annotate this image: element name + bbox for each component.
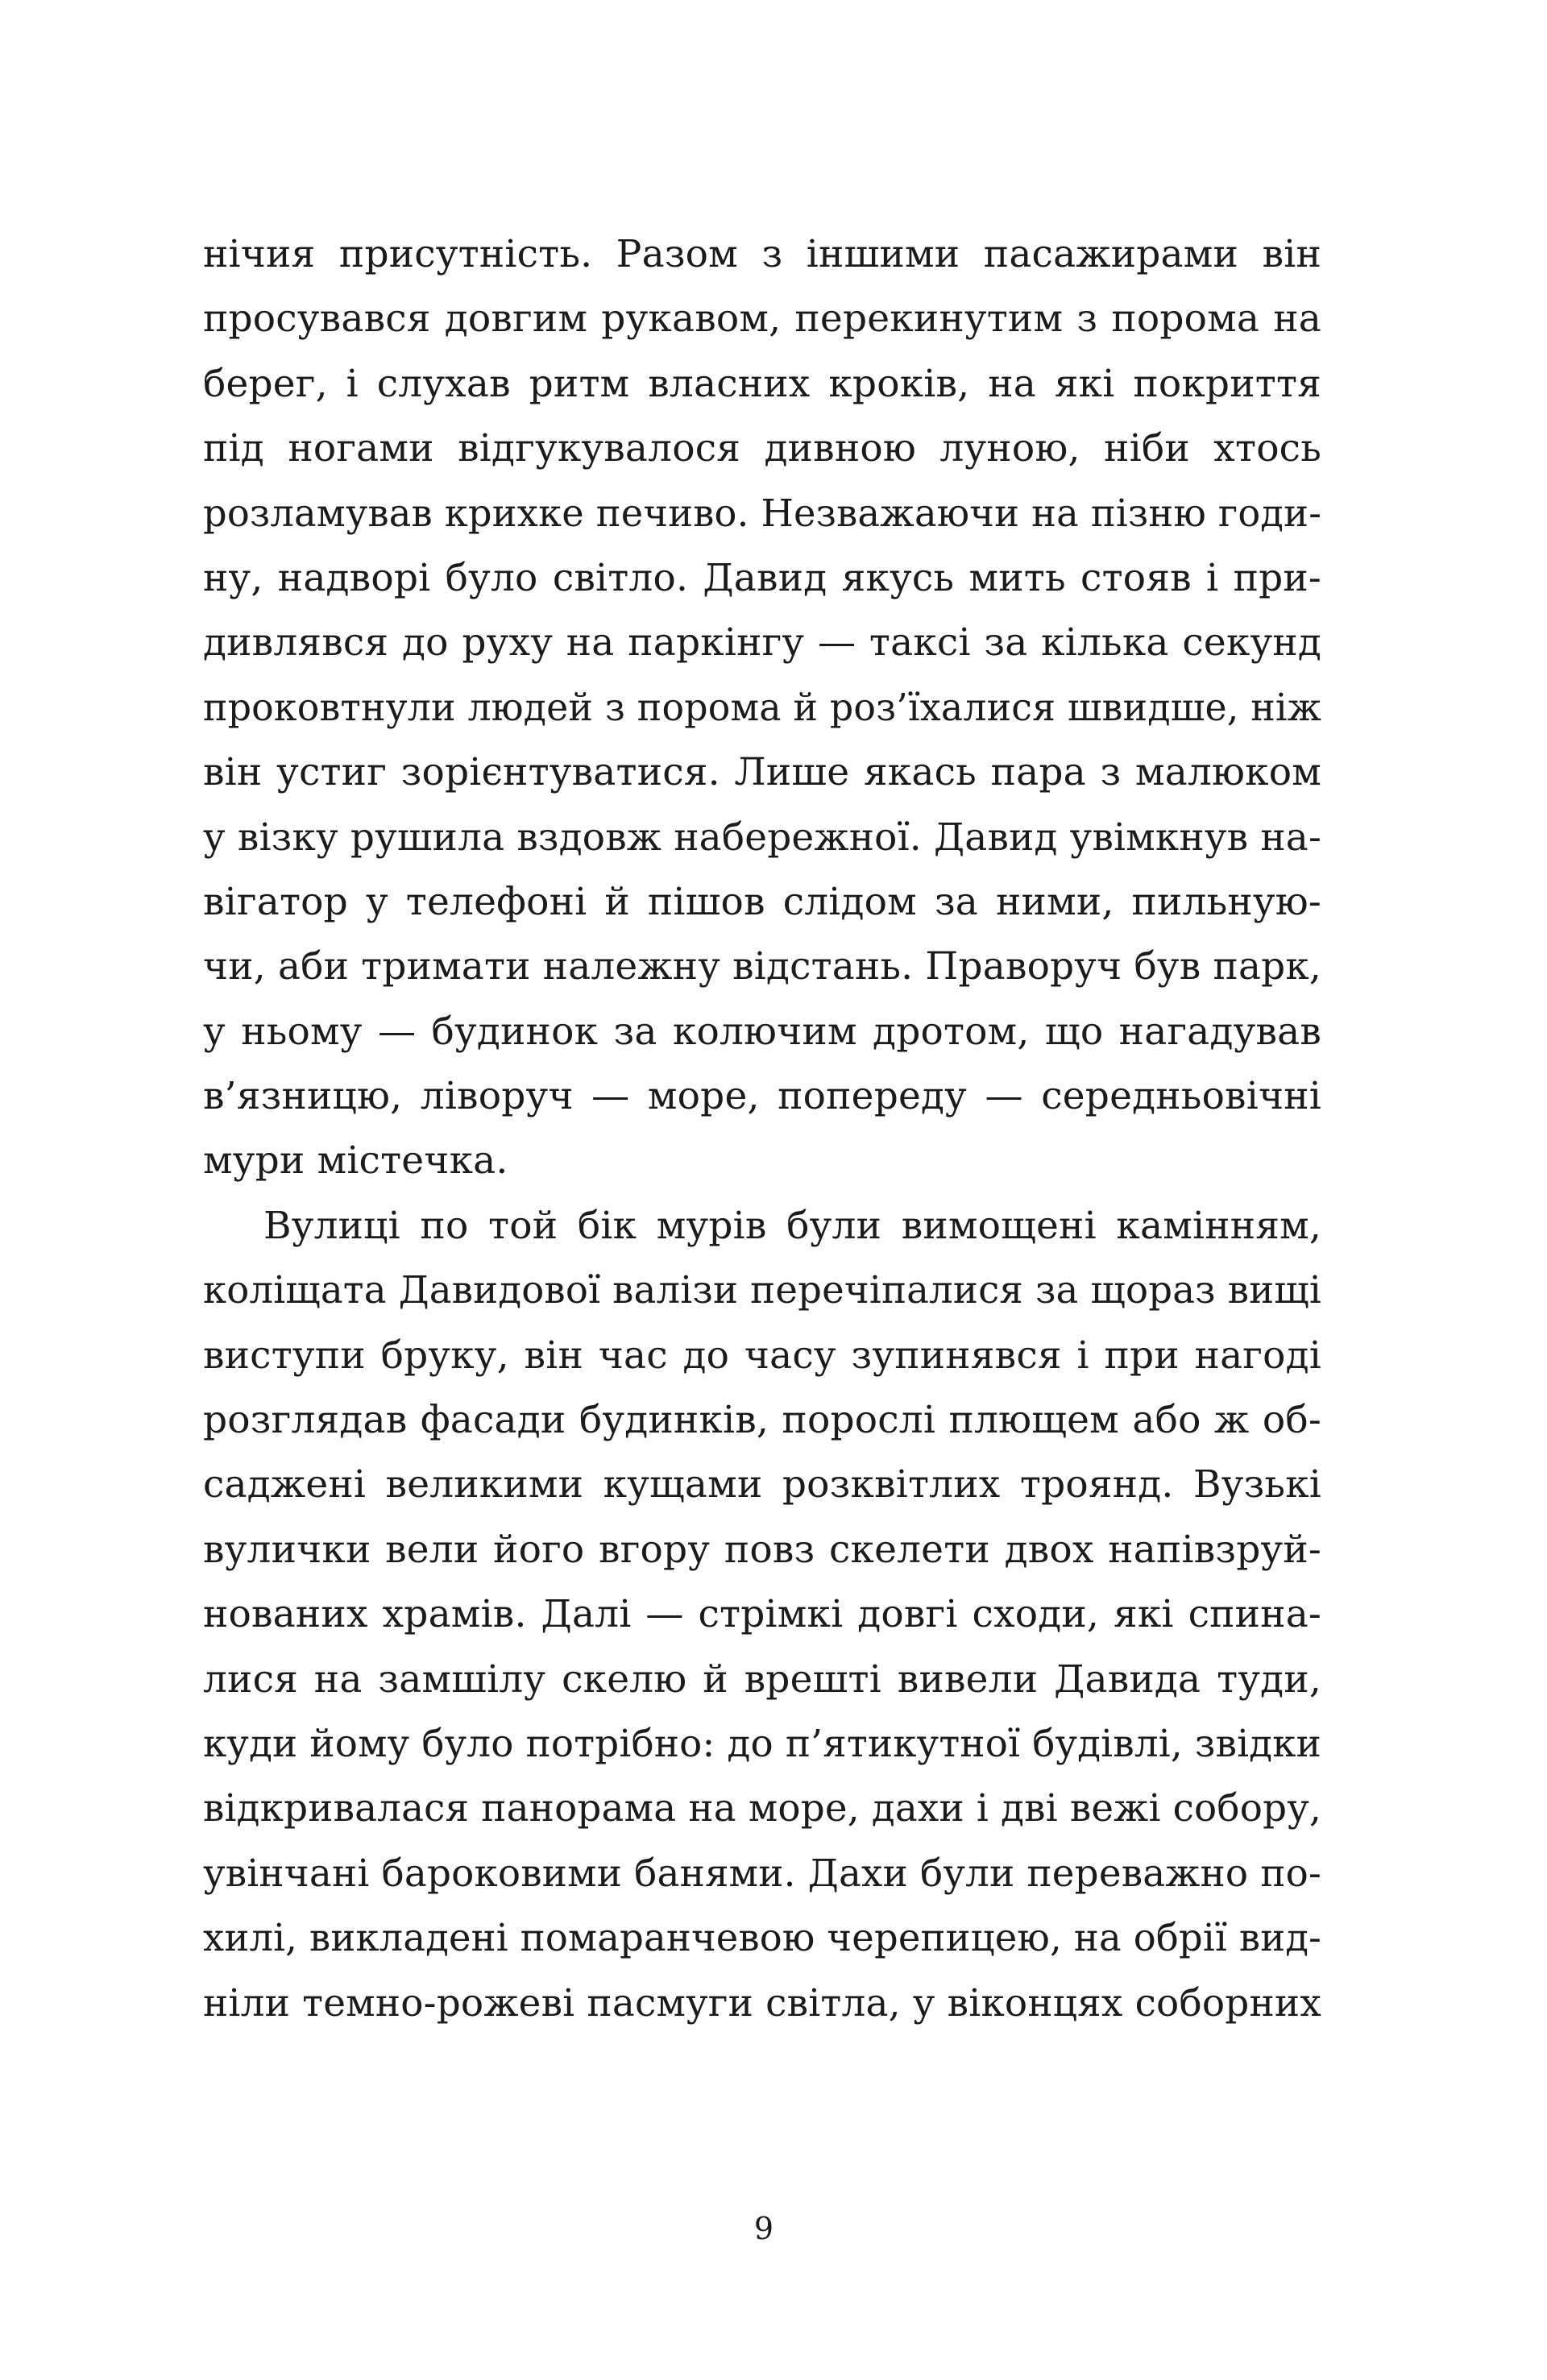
text-line: ну, надворі було світло. Давид якусь мить стояв і при- bbox=[203, 555, 1321, 600]
text-line: в’язницю, ліворуч — море, попереду — середньовічні bbox=[203, 1074, 1321, 1119]
text-line: лися на замшілу скелю й врешті вивели Давида туди, bbox=[203, 1656, 1321, 1702]
text-line-indented: Вулиці по той бік мурів були вимощені камінням, bbox=[263, 1203, 1321, 1248]
text-line: розламував крихке печиво. Незважаючи на пізню годи- bbox=[203, 491, 1322, 536]
text-line: вігатор у телефоні й пішов слідом за ними, пильную- bbox=[203, 879, 1321, 924]
text-line: проковтнули людей з порома й роз’їхалися швидше, ніж bbox=[203, 685, 1322, 730]
text-line: хилі, викладені помаранчевою черепицею, на обрії вид- bbox=[203, 1916, 1321, 1961]
page-number: 9 bbox=[753, 2211, 774, 2246]
text-line: саджені великими кущами розквітлих троянд. Вузькі bbox=[203, 1462, 1321, 1507]
text-line: просувався довгим рукавом, перекинутим з порома на bbox=[203, 296, 1321, 342]
text-line: нічия присутність. Разом з іншими пасажирами він bbox=[203, 232, 1321, 276]
text-line: куди йому було потрібно: до п’ятикутної будівлі, звідки bbox=[203, 1721, 1321, 1766]
text-line: виступи бруку, він час до часу зупинявся і при нагоді bbox=[203, 1333, 1321, 1378]
text-line: берег, і слухав ритм власних кроків, на які покриття bbox=[203, 361, 1321, 406]
text-line: вулички вели його вгору повз скелети двох напівзруй- bbox=[203, 1527, 1321, 1572]
text-line-paragraph-end: мури містечка. bbox=[203, 1138, 508, 1184]
text-line: у ньому — будинок за колючим дротом, що нагадував bbox=[203, 1009, 1321, 1054]
text-line: ніли темно-рожеві пасмуги світла, у віконцях соборних bbox=[203, 1980, 1321, 2025]
text-line: дивлявся до руху на паркінгу — таксі за кілька секунд bbox=[203, 620, 1321, 665]
text-line: нованих храмів. Далі — стрімкі довгі сходи, які спина- bbox=[203, 1592, 1321, 1637]
paragraph-2 bbox=[203, 1194, 1321, 2036]
text-line: чи, аби тримати належну відстань. Праворуч був парк, bbox=[203, 944, 1322, 989]
text-line: під ногами відгукувалося дивною луною, ніби хтось bbox=[203, 426, 1321, 471]
text-line: коліщата Давидової валізи перечіпалися за щораз вищі bbox=[203, 1268, 1321, 1313]
text-line: у візку рушила вздовж набережної. Давид увімкнув на- bbox=[203, 815, 1322, 860]
text-line: увінчані бароковими банями. Дахи були переважно по- bbox=[203, 1851, 1322, 1896]
text-line: розглядав фасади будинків, порослі плющем або ж об- bbox=[203, 1398, 1321, 1443]
body-text bbox=[203, 222, 1321, 2036]
text-line: відкривалася панорама на море, дахи і дві вежі собору, bbox=[203, 1786, 1322, 1831]
paragraph-1 bbox=[203, 222, 1321, 1194]
text-line: він устиг зорієнтуватися. Лише якась пара з малюком bbox=[203, 750, 1321, 795]
